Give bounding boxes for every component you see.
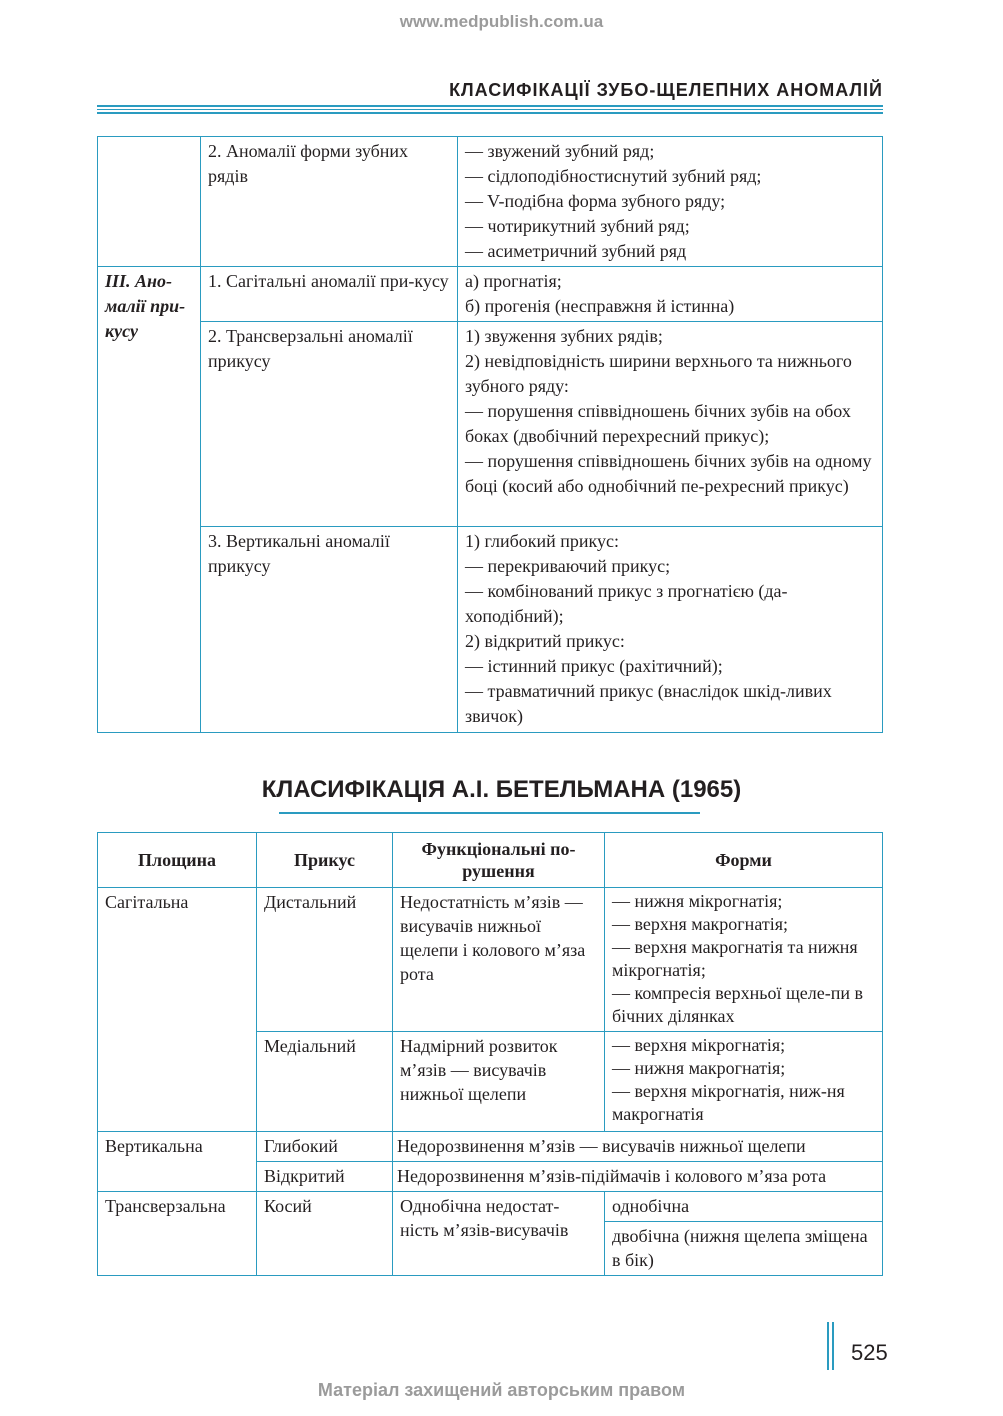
- list-item: — сідлоподібностиснутий зубний ряд;: [465, 166, 762, 186]
- forms-cell: [605, 888, 883, 1032]
- bite-cell: Глибокий: [257, 1132, 393, 1162]
- plane-cell: Сагітальна: [98, 888, 257, 1132]
- title-underline: [279, 812, 700, 814]
- list-item: — верхня макрогнатія;: [612, 914, 788, 934]
- disorder-cell: Однобічна недостат-ність м’язів-висувачів: [393, 1192, 605, 1276]
- disorder-cell: Недорозвинення м’язів — висувачів нижньої щелепи: [393, 1132, 883, 1162]
- subtype-cell: 2. Аномалії форми зубних рядів: [201, 137, 458, 267]
- list-item: — нижня макрогнатія;: [612, 1058, 786, 1078]
- site-url: www.medpublish.com.ua: [399, 12, 604, 31]
- list-item: 2) відкритий прикус:: [465, 631, 625, 651]
- column-header-forms: Форми: [605, 833, 883, 888]
- page-number: 525: [851, 1340, 888, 1365]
- disorder-cell: Недорозвинення м’язів-підіймачів і колового м’яза рота: [393, 1162, 883, 1192]
- list-item: — верхня мікрогнатія;: [612, 1035, 786, 1055]
- subtype-cell: 2. Трансверзальні аномалії прикусу: [201, 322, 458, 527]
- list-item: — асиметричний зубний ряд: [465, 241, 687, 261]
- column-header-bite: Прикус: [257, 833, 393, 888]
- list-item: б) прогенія (несправжня й істинна): [465, 296, 735, 316]
- subtype-cell: 1. Сагітальні аномалії при-кусу: [201, 267, 458, 322]
- table-row: [98, 527, 883, 733]
- list-item: — V-подібна форма зубного ряду;: [465, 191, 726, 211]
- forms-cell: [458, 267, 883, 322]
- list-item: — істинний прикус (рахітичний);: [465, 656, 723, 676]
- anomalies-table: [97, 136, 883, 733]
- list-item: — травматичний прикус (внаслідок шкід-ливих звичок): [465, 681, 832, 726]
- list-item: а) прогнатія;: [465, 271, 562, 291]
- subtype-cell: 3. Вертикальні аномалії прикусу: [201, 527, 458, 733]
- column-header-plane: Площина: [98, 833, 257, 888]
- forms-cell: [458, 137, 883, 267]
- header-rules: [97, 105, 883, 116]
- list-item: — порушення співвідношень бічних зубів на одному боці (косий або однобічний пе-рехресний прикус): [465, 451, 872, 496]
- bite-cell: Медіальний: [257, 1032, 393, 1132]
- list-item: — порушення співвідношень бічних зубів на обох боках (двобічний перехресний прикус);: [465, 401, 851, 446]
- plane-cell: Трансверзальна: [98, 1192, 257, 1276]
- forms-cell: однобічна: [605, 1192, 883, 1222]
- group-cell-empty: [98, 137, 201, 267]
- forms-cell: [458, 322, 883, 527]
- list-item: 1) звуження зубних рядів;: [465, 326, 663, 346]
- copyright-notice: Матеріал захищений авторським правом: [317, 1380, 686, 1400]
- table-row: [98, 1132, 883, 1162]
- disorder-cell: Надмірний розвиток м’язів — висувачів нижньої щелепи: [393, 1032, 605, 1132]
- group-label-bite-anomalies: [98, 267, 201, 733]
- section-title: КЛАСИФІКАЦІЯ А.І. БЕТЕЛЬМАНА (1965): [261, 776, 742, 803]
- table-header-row: [98, 833, 883, 888]
- list-item: 2) невідповідність ширини верхнього та нижнього зубного ряду:: [465, 351, 852, 396]
- column-header-disorders: Функціональні по-рушення: [393, 833, 605, 888]
- list-item: — чотирикутний зубний ряд;: [465, 216, 690, 236]
- list-item: — верхня макрогнатія та нижня мікрогнатія;: [612, 937, 858, 980]
- list-item: — звужений зубний ряд;: [465, 141, 655, 161]
- table-row: [98, 888, 883, 1032]
- running-head: КЛАСИФІКАЦІЇ ЗУБО-ЩЕЛЕПНИХ АНОМАЛІЙ: [449, 80, 883, 100]
- disorder-cell: Недостатність м’язів —висувачів нижньої щелепи і колового м’яза рота: [393, 888, 605, 1032]
- table-row: [98, 322, 883, 527]
- list-item: — перекриваючий прикус;: [465, 556, 671, 576]
- betelman-classification-table: [97, 832, 883, 1276]
- bite-cell: Косий: [257, 1192, 393, 1276]
- list-item: — нижня мікрогнатія;: [612, 891, 783, 911]
- bite-cell: Відкритий: [257, 1162, 393, 1192]
- forms-cell: двобічна (нижня щелепа зміщена в бік): [605, 1222, 883, 1276]
- table-row: [98, 267, 883, 322]
- plane-cell: Вертикальна: [98, 1132, 257, 1192]
- bite-cell: Дистальний: [257, 888, 393, 1032]
- table-row: [98, 137, 883, 267]
- table-row: [98, 1192, 883, 1222]
- list-item: — комбінований прикус з прогнатією (да-хоподібний);: [465, 581, 788, 626]
- forms-cell: [458, 527, 883, 733]
- list-item: 1) глибокий прикус:: [465, 531, 619, 551]
- list-item: — верхня мікрогнатія, ниж-ня макрогнатія: [612, 1081, 845, 1124]
- list-item: — компресія верхньої щеле-пи в бічних ділянках: [612, 983, 864, 1026]
- group-label-line: III. Ано-: [105, 271, 173, 291]
- group-label-line: малії при-: [105, 296, 186, 316]
- group-label-line: кусу: [105, 321, 138, 341]
- forms-cell: [605, 1032, 883, 1132]
